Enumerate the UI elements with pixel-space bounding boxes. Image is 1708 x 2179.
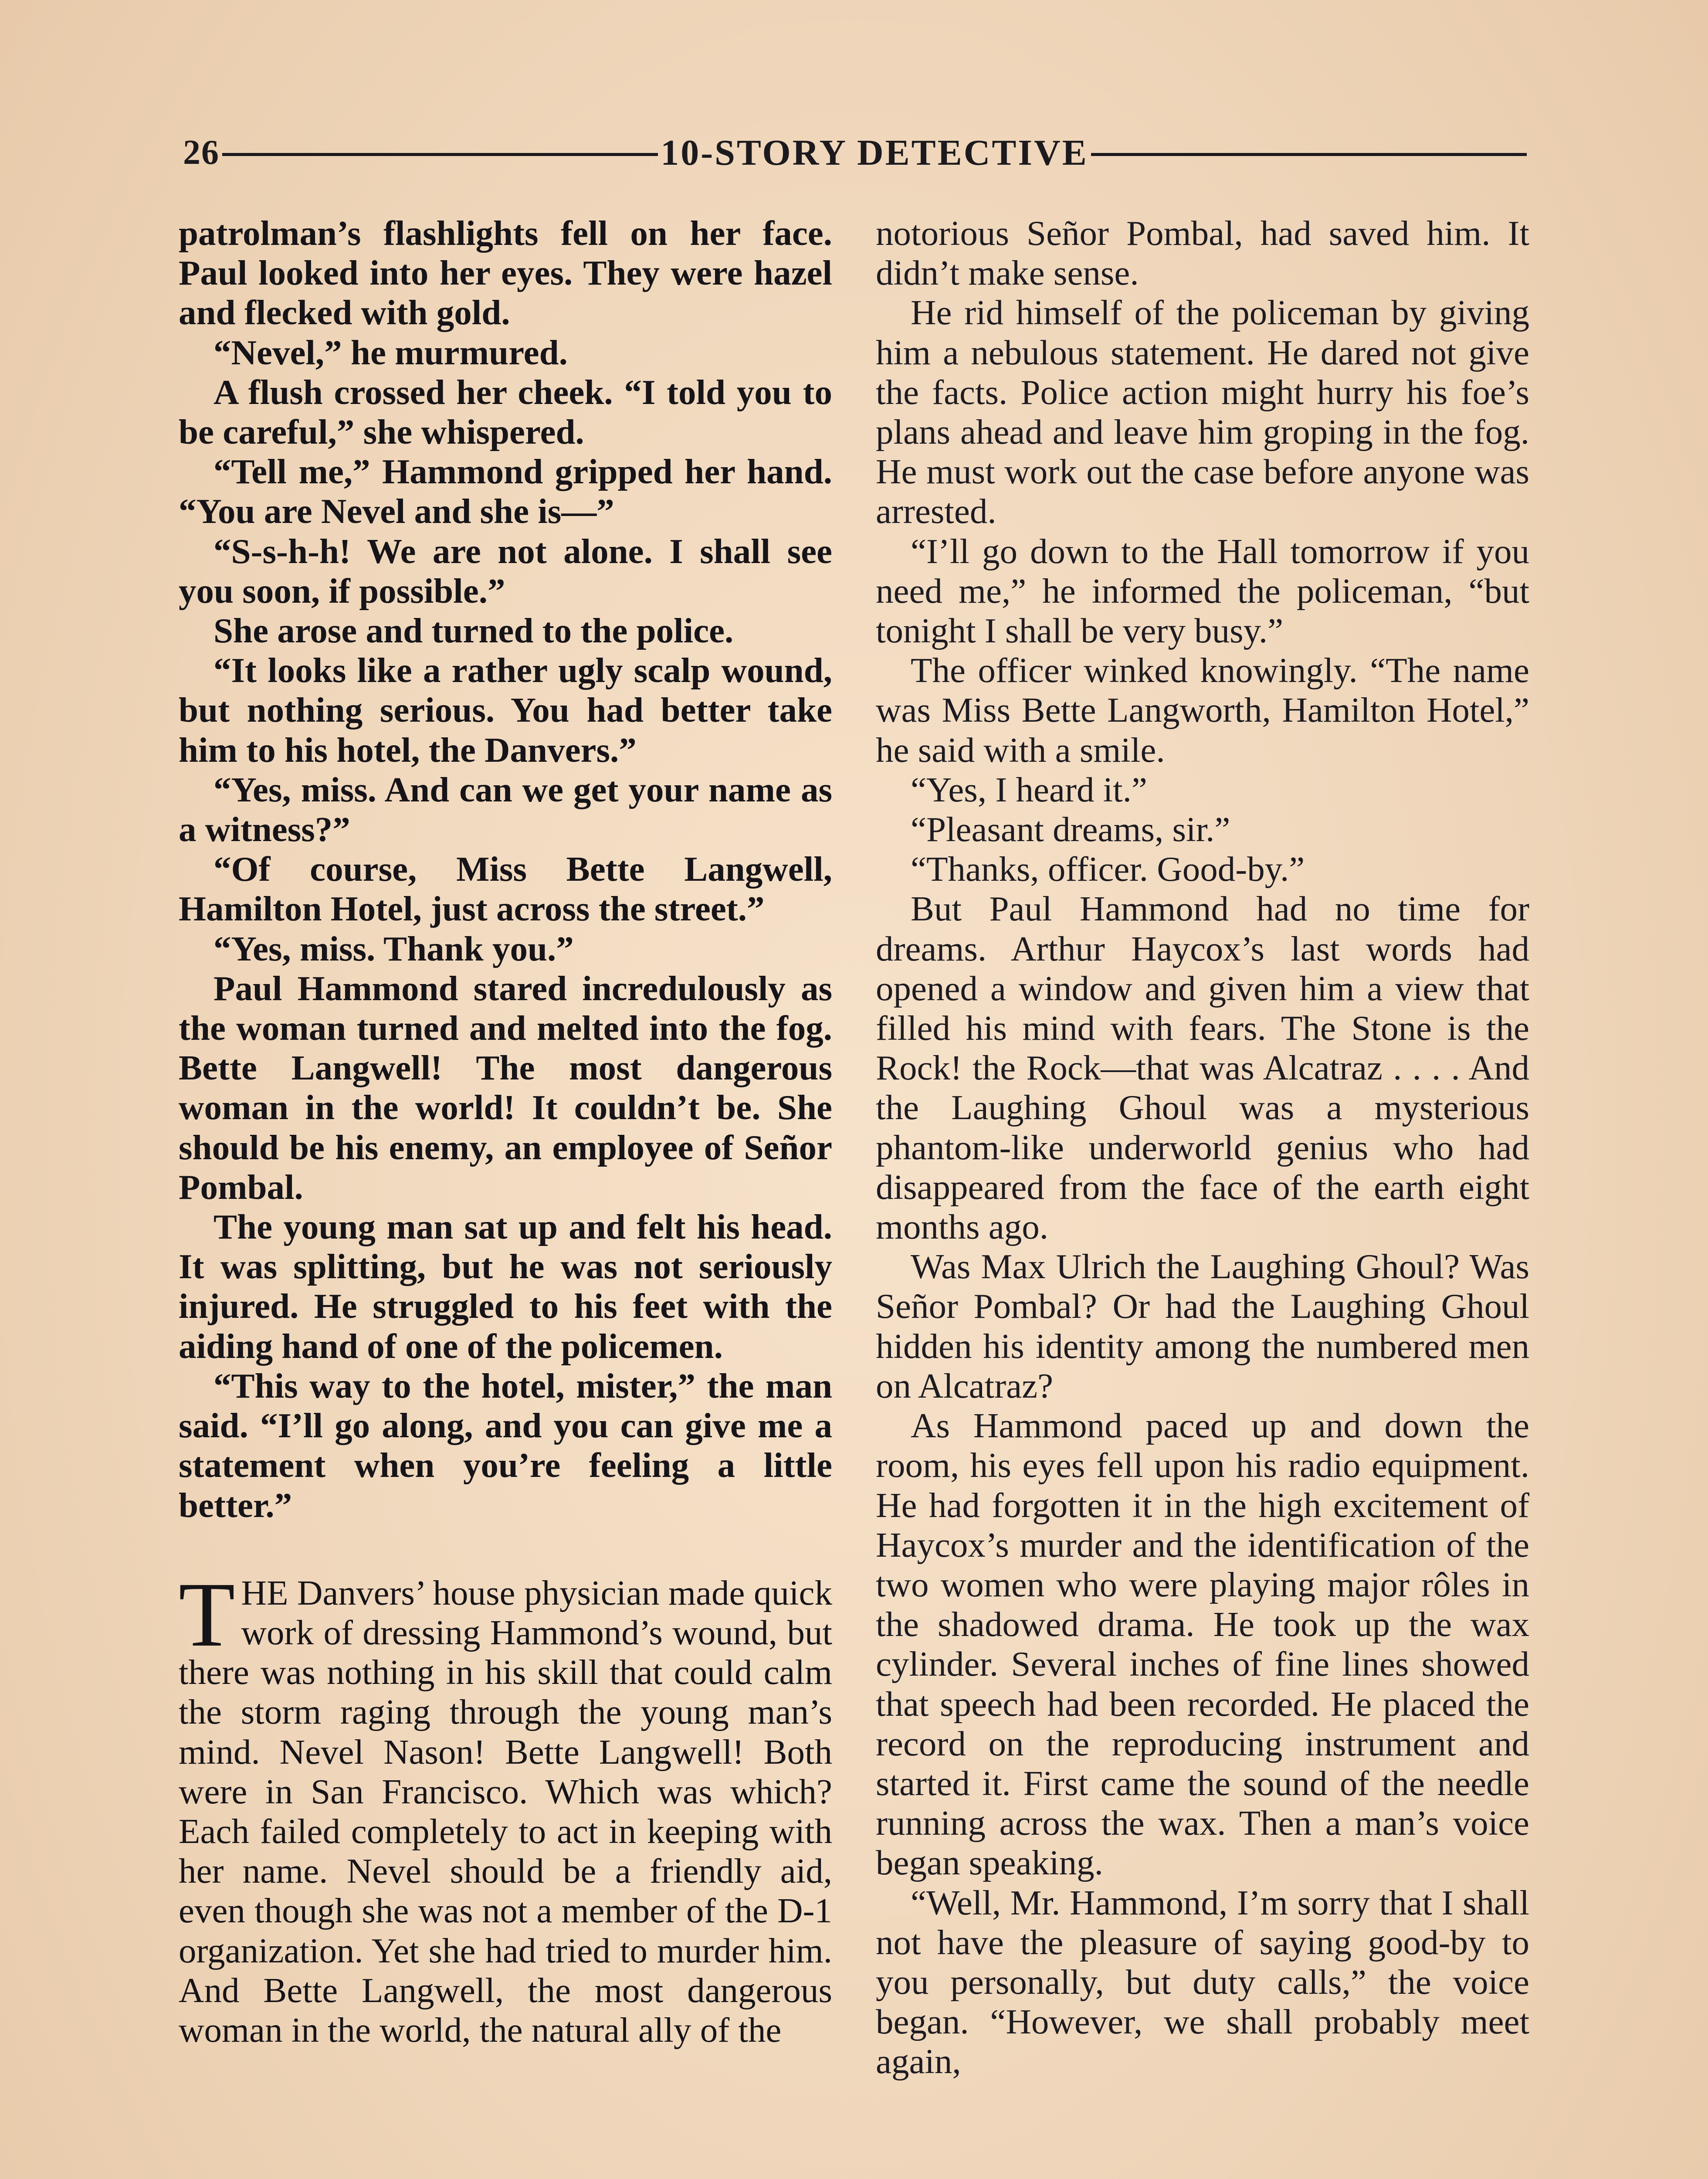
paragraph: “Nevel,” he murmured.	[214, 333, 568, 372]
running-header	[183, 126, 1529, 179]
paragraph: A flush crossed her cheek. “I told you to be careful,” she whispered.	[179, 372, 832, 452]
paragraph: The officer winked knowingly. “The name was Miss Bette Langworth, Hamilton Hotel,” he said with a smile.	[876, 651, 1529, 770]
drop-cap: T	[179, 1563, 235, 1666]
paragraph: patrolman’s flashlights fell on her face. Paul looked into her eyes. They were hazel and flecked with gold.	[179, 214, 832, 333]
paragraph: “Of course, Miss Bette Langwell, Hamilton Hotel, just across the street.”	[179, 849, 832, 929]
paragraph: The young man sat up and felt his head. It was splitting, but he was not seriously injured. He struggled to his feet with the aiding hand of one of the policemen.	[179, 1207, 832, 1366]
section-opening-text: HE Danvers’ house physician made quick work of dressing Hammond’s wound, but there was nothing in his skill that could calm the storm raging through the young man’s mind. Nevel Nason! Bette Langwell! Both were in San Francisco. Which was which? Each failed completely to act in keeping with her name. Nevel should be a friendly aid, even though she was not a member of the D-1 organization. Yet she had tried to murder him. And Bette Langwell, the most dangerous woman in the world, the natural ally of the	[179, 1573, 832, 2050]
header-rule-right	[1091, 153, 1527, 156]
section-opening-paragraph	[179, 1563, 832, 2050]
paragraph: “Yes, I heard it.”	[911, 770, 1147, 809]
paragraph: “Pleasant dreams, sir.”	[911, 810, 1230, 849]
right-column	[876, 214, 1529, 2082]
section-break	[179, 1525, 832, 1573]
paragraph: She arose and turned to the police.	[214, 611, 734, 651]
paragraph: “S-s-h-h! We are not alone. I shall see you soon, if possible.”	[179, 531, 832, 611]
paragraph: “Tell me,” Hammond gripped her hand. “You are Nevel and she is—”	[179, 452, 832, 531]
paragraph: As Hammond paced up and down the room, his eyes fell upon his radio equipment. He had forgotten it in the high excitement of Haycox’s murder and the identification of the two women who were playing major rôles in the shadowed drama. He took up the wax cylinder. Several inches of fine lines showed that speech had been recorded. He placed the record on the reproducing instrument and started it. First came the sound of the needle running across the wax. Then a man’s voice began speaking.	[876, 1406, 1529, 1883]
paragraph: notorious Señor Pombal, had saved him. It didn’t make sense.	[876, 214, 1529, 293]
paragraph: “Well, Mr. Hammond, I’m sorry that I shall not have the pleasure of saying good-by to you personally, but duty calls,” the voice began. “However, we shall probably meet again,	[876, 1883, 1529, 2081]
paragraph: “It looks like a rather ugly scalp wound, but nothing serious. You had better take him to his hotel, the Danvers.”	[179, 651, 832, 770]
left-column	[179, 214, 832, 2050]
paragraph: Paul Hammond stared incredulously as the woman turned and melted into the fog. Bette Langwell! The most dangerous woman in the world! It couldn’t be. She should be his enemy, an employee of Señor Pombal.	[179, 968, 832, 1207]
paragraph: “Yes, miss. And can we get your name as a witness?”	[179, 770, 832, 849]
page-number: 26	[183, 133, 220, 172]
paragraph: “Thanks, officer. Good-by.”	[911, 849, 1305, 889]
magazine-title: 10-STORY DETECTIVE	[661, 132, 1088, 173]
paragraph: “This way to the hotel, mister,” the man said. “I’ll go along, and you can give me a statement when you’re feeling a little better.”	[179, 1366, 832, 1525]
paragraph: He rid himself of the policeman by giving him a nebulous statement. He dared not give the facts. Police action might hurry his foe’s plans ahead and leave him groping in the fog. He must work out the case before anyone was arrested.	[876, 293, 1529, 531]
paragraph: Was Max Ulrich the Laughing Ghoul? Was Señor Pombal? Or had the Laughing Ghoul hidden his identity among the numbered men on Alcatraz?	[876, 1247, 1529, 1405]
paragraph: “I’ll go down to the Hall tomorrow if you need me,” he informed the policeman, “but tonight I shall be very busy.”	[876, 531, 1529, 651]
paragraph: But Paul Hammond had no time for dreams. Arthur Haycox’s last words had opened a window and given him a view that filled his mind with fears. The Stone is the Rock! the Rock—that was Alcatraz . . . . And the Laughing Ghoul was a mysterious phantom-like underworld genius who had disappeared from the face of the earth eight months ago.	[876, 889, 1529, 1247]
header-rule-left	[222, 153, 658, 156]
paragraph: “Yes, miss. Thank you.”	[214, 929, 574, 968]
